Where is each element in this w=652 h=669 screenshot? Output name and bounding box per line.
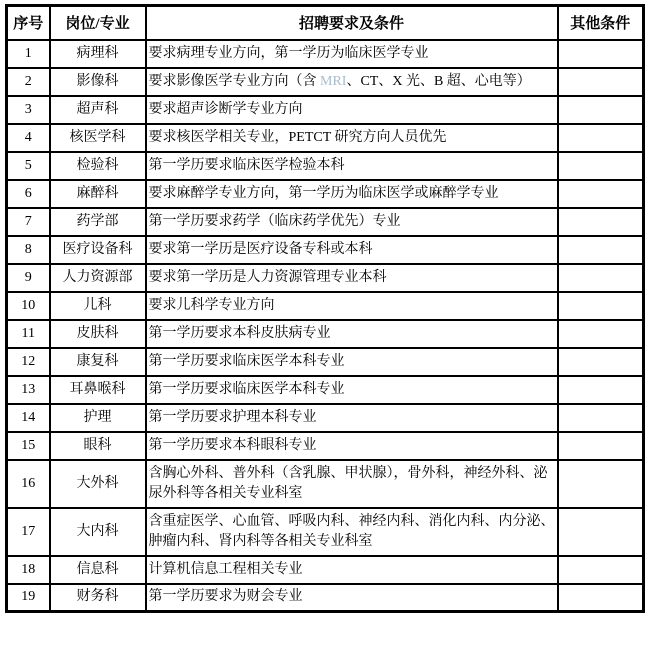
table-row xyxy=(7,376,644,404)
position-cell: 财务科 xyxy=(50,584,146,612)
requirement-cell: 第一学历要求本科皮肤病专业 xyxy=(146,320,558,348)
table-row xyxy=(7,556,644,584)
serial-number-cell: 2 xyxy=(7,68,50,96)
position-cell: 眼科 xyxy=(50,432,146,460)
serial-number-cell: 16 xyxy=(7,460,50,508)
other-conditions-cell xyxy=(558,96,644,124)
position-cell: 医疗设备科 xyxy=(50,236,146,264)
requirement-cell: 第一学历要求临床医学本科专业 xyxy=(146,376,558,404)
position-cell: 皮肤科 xyxy=(50,320,146,348)
table-row xyxy=(7,236,644,264)
recruitment-table xyxy=(5,4,645,613)
table-row xyxy=(7,40,644,68)
serial-number-cell: 4 xyxy=(7,124,50,152)
other-conditions-cell xyxy=(558,320,644,348)
table-row xyxy=(7,264,644,292)
other-conditions-cell xyxy=(558,376,644,404)
position-cell: 儿科 xyxy=(50,292,146,320)
position-cell: 病理科 xyxy=(50,40,146,68)
serial-number-cell: 8 xyxy=(7,236,50,264)
serial-number-cell: 17 xyxy=(7,508,50,556)
table-header xyxy=(7,6,644,40)
requirement-cell: 要求麻醉学专业方向，第一学历为临床医学或麻醉学专业 xyxy=(146,180,558,208)
table-row xyxy=(7,432,644,460)
position-cell: 超声科 xyxy=(50,96,146,124)
table-row xyxy=(7,508,644,556)
position-cell: 检验科 xyxy=(50,152,146,180)
other-conditions-cell xyxy=(558,152,644,180)
other-conditions-cell xyxy=(558,460,644,508)
other-conditions-cell xyxy=(558,404,644,432)
table-body xyxy=(7,40,644,612)
requirement-cell: 第一学历要求为财会专业 xyxy=(146,584,558,612)
other-conditions-cell xyxy=(558,584,644,612)
requirement-cell: 要求病理专业方向，第一学历为临床医学专业 xyxy=(146,40,558,68)
table-row xyxy=(7,320,644,348)
table-row xyxy=(7,124,644,152)
serial-number-cell: 18 xyxy=(7,556,50,584)
other-conditions-cell xyxy=(558,208,644,236)
requirement-cell: 要求第一学历是医疗设备专科或本科 xyxy=(146,236,558,264)
table-row xyxy=(7,180,644,208)
position-cell: 大外科 xyxy=(50,460,146,508)
requirement-cell: 第一学历要求临床医学检验本科 xyxy=(146,152,558,180)
position-cell: 核医学科 xyxy=(50,124,146,152)
table-row xyxy=(7,208,644,236)
serial-number-cell: 19 xyxy=(7,584,50,612)
serial-number-cell: 6 xyxy=(7,180,50,208)
serial-number-cell: 14 xyxy=(7,404,50,432)
serial-number-cell: 3 xyxy=(7,96,50,124)
other-conditions-cell xyxy=(558,432,644,460)
table-row xyxy=(7,68,644,96)
requirement-cell: 要求儿科学专业方向 xyxy=(146,292,558,320)
other-conditions-cell xyxy=(558,124,644,152)
position-cell: 大内科 xyxy=(50,508,146,556)
requirement-cell: 要求核医学相关专业，PETCT 研究方向人员优先 xyxy=(146,124,558,152)
requirement-cell: 第一学历要求本科眼科专业 xyxy=(146,432,558,460)
col-header-requirements: 招聘要求及条件 xyxy=(146,6,558,40)
other-conditions-cell xyxy=(558,180,644,208)
requirement-cell: 第一学历要求临床医学本科专业 xyxy=(146,348,558,376)
requirement-cell: 含胸心外科、普外科（含乳腺、甲状腺），骨外科，神经外科、泌尿外科等各相关专业科室 xyxy=(146,460,558,508)
table-row xyxy=(7,348,644,376)
position-cell: 人力资源部 xyxy=(50,264,146,292)
col-header-serial-number: 序号 xyxy=(7,6,50,40)
requirement-cell: 要求超声诊断学专业方向 xyxy=(146,96,558,124)
serial-number-cell: 13 xyxy=(7,376,50,404)
position-cell: 护理 xyxy=(50,404,146,432)
other-conditions-cell xyxy=(558,264,644,292)
position-cell: 影像科 xyxy=(50,68,146,96)
other-conditions-cell xyxy=(558,292,644,320)
position-cell: 耳鼻喉科 xyxy=(50,376,146,404)
requirement-cell: 第一学历要求药学（临床药学优先）专业 xyxy=(146,208,558,236)
other-conditions-cell xyxy=(558,40,644,68)
col-header-other-conditions: 其他条件 xyxy=(558,6,644,40)
serial-number-cell: 1 xyxy=(7,40,50,68)
requirement-cell: 计算机信息工程相关专业 xyxy=(146,556,558,584)
serial-number-cell: 11 xyxy=(7,320,50,348)
serial-number-cell: 9 xyxy=(7,264,50,292)
requirement-cell: 第一学历要求护理本科专业 xyxy=(146,404,558,432)
table-row xyxy=(7,460,644,508)
other-conditions-cell xyxy=(558,236,644,264)
position-cell: 药学部 xyxy=(50,208,146,236)
other-conditions-cell xyxy=(558,68,644,96)
position-cell: 康复科 xyxy=(50,348,146,376)
other-conditions-cell xyxy=(558,556,644,584)
col-header-position: 岗位/专业 xyxy=(50,6,146,40)
serial-number-cell: 15 xyxy=(7,432,50,460)
table-row xyxy=(7,292,644,320)
requirement-cell: 含重症医学、心血管、呼吸内科、神经内科、消化内科、内分泌、肿瘤内科、肾内科等各相关专业科室 xyxy=(146,508,558,556)
requirement-cell: 要求影像医学专业方向（含 MRI、CT、X 光、B 超、心电等） xyxy=(146,68,558,96)
serial-number-cell: 7 xyxy=(7,208,50,236)
serial-number-cell: 12 xyxy=(7,348,50,376)
highlighted-term: MRI xyxy=(320,73,347,89)
header-row xyxy=(7,6,644,40)
table-row xyxy=(7,584,644,612)
other-conditions-cell xyxy=(558,508,644,556)
requirement-cell: 要求第一学历是人力资源管理专业本科 xyxy=(146,264,558,292)
other-conditions-cell xyxy=(558,348,644,376)
table-row xyxy=(7,404,644,432)
position-cell: 信息科 xyxy=(50,556,146,584)
table-row xyxy=(7,152,644,180)
position-cell: 麻醉科 xyxy=(50,180,146,208)
serial-number-cell: 10 xyxy=(7,292,50,320)
serial-number-cell: 5 xyxy=(7,152,50,180)
table-row xyxy=(7,96,644,124)
